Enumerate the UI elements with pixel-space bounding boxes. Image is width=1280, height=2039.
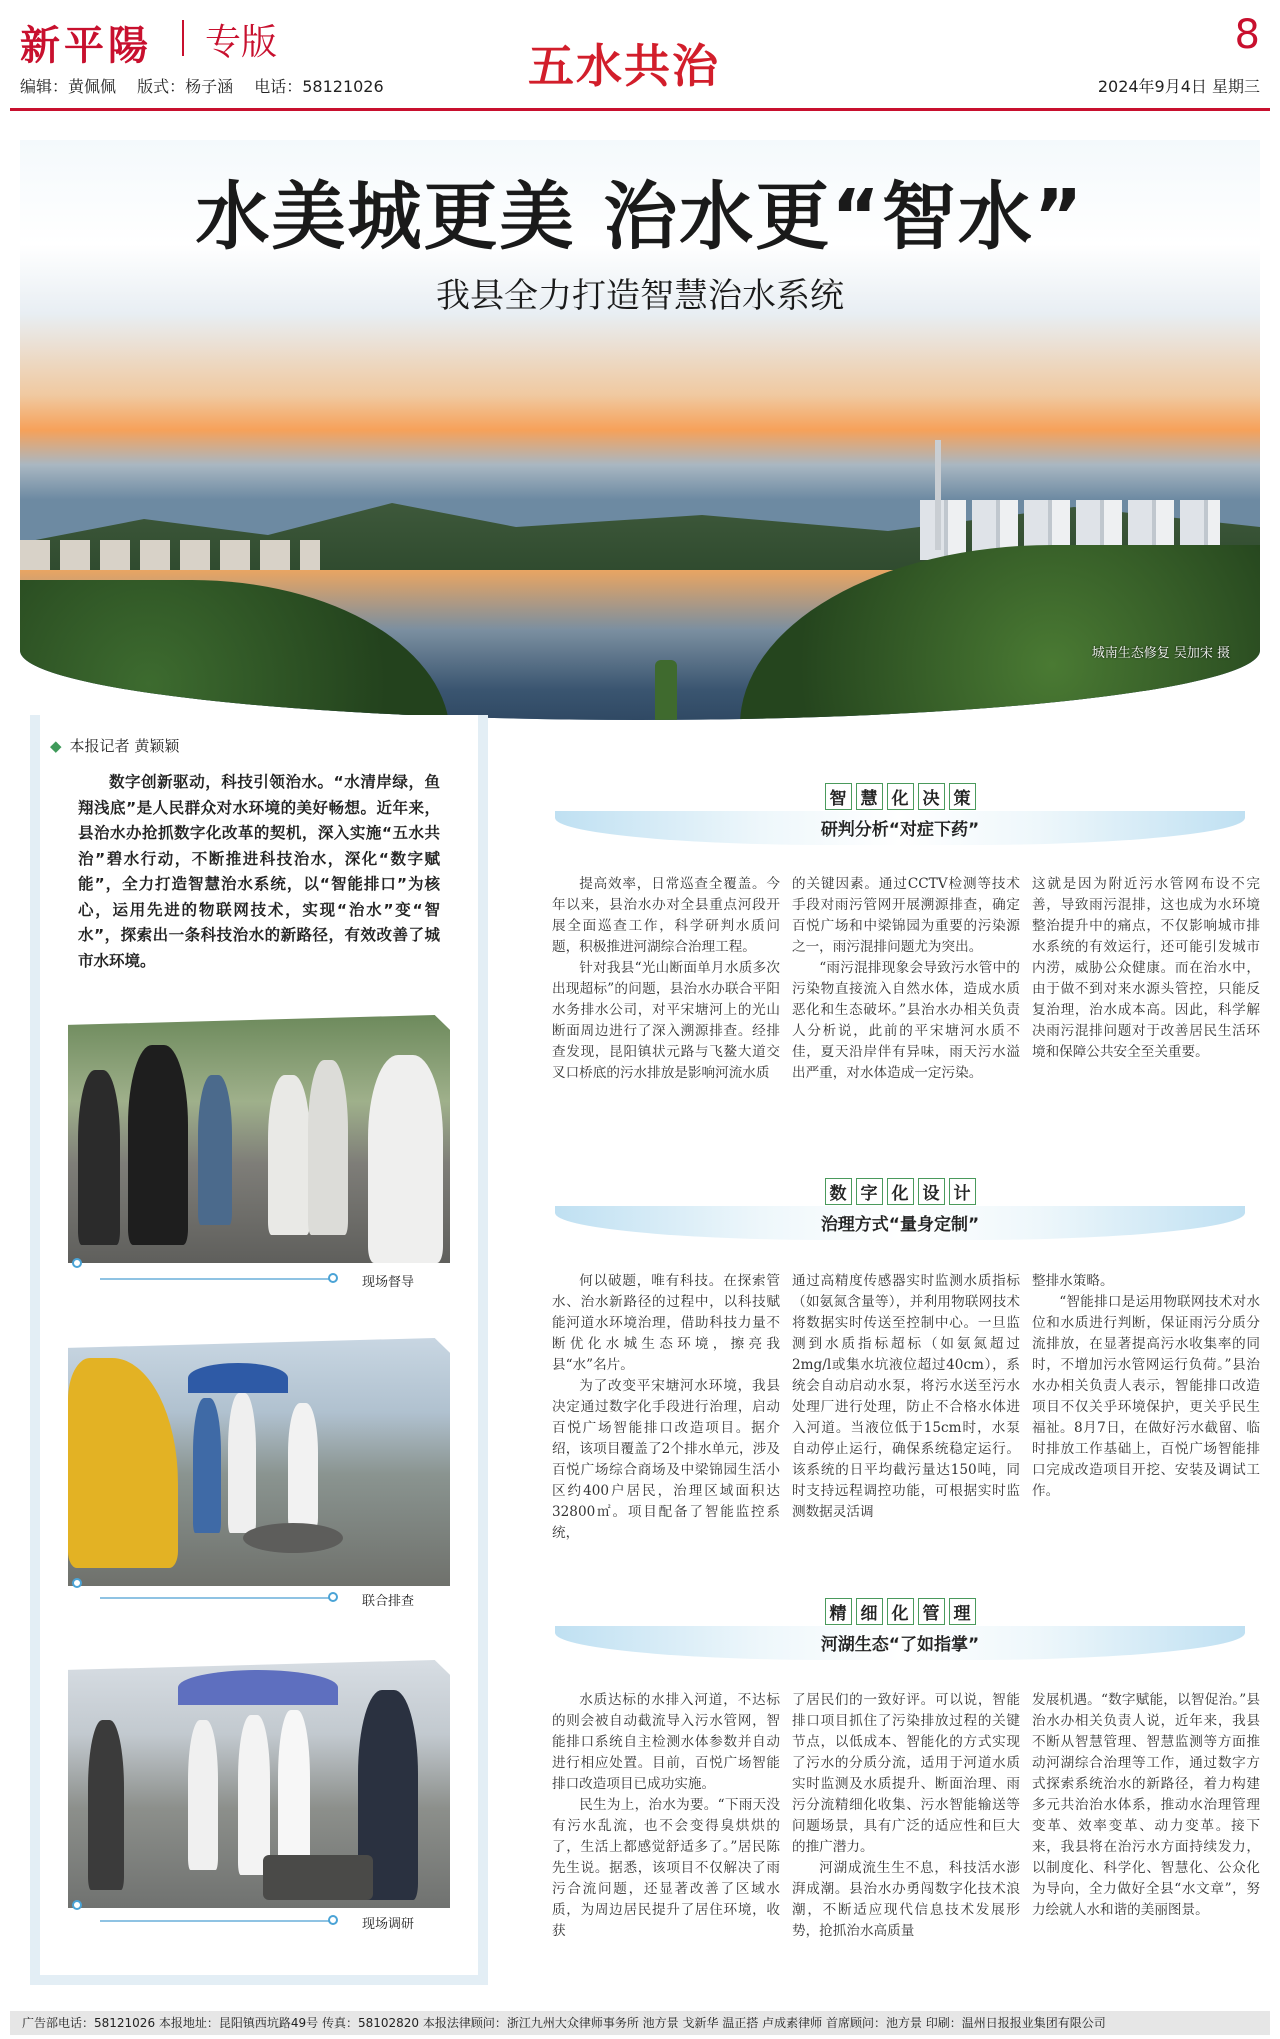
paragraph: “智能排口是运用物联网技术对水位和水质进行判断，保证雨污分质分流排放，在显著提高污水收集率的同时，不增加污水管网运行负荷。”县治水办相关负责人表示，智能排口改造项目不仅关乎环境保护，更关乎民生福祉。8月7日，在做好污水截留、临时排放工作基础上，百悦广场智能排口完成改造项目开挖、安装及调试工作。 (1032, 1294, 1260, 1499)
manhole-shape (263, 1855, 373, 1900)
paragraph: 的关键因素。通过CCTV检测等技术手段对雨污管网开展溯源排查，确定百悦广场和中梁锦园为重要的污染源之一，雨污混排问题尤为突出。 (792, 876, 1020, 955)
person-figure (368, 1055, 443, 1263)
heading-char: 化 (887, 1598, 914, 1625)
person-figure (128, 1045, 188, 1245)
caption-dot-icon (328, 1592, 338, 1602)
heading-char: 慧 (856, 783, 883, 810)
heading-char: 理 (949, 1598, 976, 1625)
section-title: 五水共治 (528, 39, 720, 93)
section-heading-smart-decision (555, 783, 1245, 853)
photo-credit: 城南生态修复 吴加宋 摄 (1091, 646, 1230, 661)
section2-column1 (552, 1271, 780, 1544)
paragraph: 通过高精度传感器实时监测水质指标（如氨氮含量等），并利用物联网技术将数据实时传送至控制中心。一旦监测到水质指标超标（如氨氮超过2mg/l或集水坑液位超过40cm），系统会自动启动水泵，将污水送至污水处理厂进行处理，防止不合格水体进入河道。当液位低于15cm时，水泵自动停止运行，确保系统稳定运行。该系统的日平均截污量达150吨，同时支持远程调控功能，可根据实时监测数据灵活调 (792, 1273, 1020, 1520)
heading-char: 细 (856, 1598, 883, 1625)
phone-credit: 电话：58121026 (254, 77, 384, 96)
person-figure (198, 1075, 232, 1225)
caption-dot-icon (328, 1273, 338, 1283)
caption-line (100, 1278, 335, 1280)
subheadline: 我县全力打造智慧治水系统 (436, 276, 844, 316)
masthead-rule (10, 108, 1270, 111)
heading-char: 计 (949, 1178, 976, 1205)
paragraph: 提高效率，日常巡查全覆盖。今年以来，县治水办对全县重点河段开展全面巡查工作，科学研判水质问题，积极推进河湖综合治理工程。 (552, 876, 780, 955)
person-figure (288, 1403, 318, 1528)
heading-char: 数 (825, 1178, 852, 1205)
section3-column2 (792, 1690, 1020, 1942)
section1-column3 (1032, 874, 1260, 1063)
heading-char: 精 (825, 1598, 852, 1625)
photo-joint-inspection (68, 1338, 450, 1586)
section-subtitle: 研判分析“对症下药” (820, 820, 980, 840)
page-number: 8 (1234, 12, 1260, 58)
town-buildings-left (20, 540, 320, 570)
heading-char: 管 (918, 1598, 945, 1625)
special-edition-label: 专版 (205, 22, 278, 63)
paragraph: “雨污混排现象会导致污水管中的污染物直接流入自然水体，造成水质恶化和生态破坏。”县治水办相关负责人分析说，此前的平宋塘河水质不佳，夏天沿岸伴有异味，雨天污水溢出严重，对水体造成一定污染。 (792, 960, 1020, 1081)
photo-site-research (68, 1660, 450, 1908)
caption-dot-icon (328, 1915, 338, 1925)
paragraph: 发展机遇。“数字赋能，以智促治。”县治水办相关负责人说，近年来，我县不断从智慧管理、智慧监测等方面推动河湖综合治理等工作，通过数字方式探索系统治水的新路径，着力构建多元共治治水体系，推动水治理管理变革、效率变革、动力变革。接下来，我县将在治污水方面持续发力，以制度化、科学化、智慧化、公众化为导向，全力做好全县“水文章”，努力绘就人水和谐的美丽图景。 (1032, 1692, 1260, 1918)
radio-tower (935, 440, 941, 550)
heading-char: 字 (856, 1178, 883, 1205)
paragraph: 整排水策略。 (1032, 1273, 1114, 1289)
byline-text: 本报记者 黄颖颖 (69, 737, 180, 755)
photo-caption: 现场调研 (362, 1917, 415, 1932)
newspaper-logo: 新平陽 (20, 22, 152, 69)
caption-line (100, 1920, 335, 1922)
caption-dot-icon (72, 1258, 82, 1268)
byline (50, 735, 179, 756)
section2-column2 (792, 1271, 1020, 1523)
masthead (0, 0, 1280, 115)
person-figure (238, 1715, 270, 1875)
person-figure (193, 1398, 221, 1533)
photo-caption: 联合排查 (362, 1594, 415, 1609)
island-stem (655, 660, 677, 720)
paragraph: 民生为上，治水为要。“下雨天没有污水乱流，也不会变得臭烘烘的了，生活上都感觉舒适多了。”居民陈先生说。据悉，该项目不仅解决了雨污合流问题，还显著改善了区域水质，为周边居民提升了居住环境，收获 (552, 1797, 780, 1939)
paragraph: 为了改变平宋塘河水环境，我县决定通过数字化手段进行治理，启动百悦广场智能排口改造项目。据介绍，该项目覆盖了2个排水单元，涉及百悦广场综合商场及中梁锦园生活小区约400户居民，治理区域面积达32800㎡。项目配备了智能监控系统， (552, 1378, 780, 1541)
footer-info: 广告部电话：58121026 本报地址：昆阳镇西坑路49号 传真：58102820 本报法律顾问：浙江九州大众律师事务所 池方景 戈新华 温正搭 卢成素律师 首席顾问：池方景 印刷：温州日报报业集团有限公司 (10, 2011, 1270, 2035)
heading-char: 策 (949, 783, 976, 810)
section1-column2 (792, 874, 1020, 1084)
umbrella-shape (178, 1670, 338, 1705)
person-figure (78, 1070, 120, 1245)
editor-credit: 编辑：黄佩佩 (20, 77, 117, 96)
caption-line (100, 1597, 335, 1599)
heading-char: 设 (918, 1178, 945, 1205)
section-subtitle: 河湖生态“了如指掌” (820, 1635, 980, 1655)
heading-boxed-chars (555, 1178, 1245, 1205)
paragraph: 针对我县“光山断面单月水质多次出现超标”的问题，县治水办联合平阳水务排水公司，对平宋塘河上的光山断面周边进行了深入溯源排查。经排查发现，昆阳镇状元路与飞鳌大道交叉口桥底的污水排放是影响河流水质 (552, 960, 780, 1081)
masthead-divider (182, 20, 184, 56)
section1-column1 (552, 874, 780, 1084)
wetland-island (600, 660, 730, 720)
section-heading-refined-management (555, 1598, 1245, 1668)
heading-char: 化 (887, 783, 914, 810)
section-heading-digital-design (555, 1178, 1245, 1248)
issue-date: 2024年9月4日 星期三 (1097, 77, 1260, 96)
heading-char: 智 (825, 783, 852, 810)
diamond-bullet-icon: ◆ (50, 737, 62, 755)
paragraph: 这就是因为附近污水管网布设不完善，导致雨污混排，这也成为水环境整治提升中的痛点，不仅影响城市排水系统的有效运行，还可能引发城市内涝，威胁公众健康。而在治水中，由于做不到对来水源头管控，只能反复治理，治水成本高。因此，科学解决雨污混排问题对于改善居民生活环境和保障公共安全至关重要。 (1032, 876, 1260, 1060)
lead-paragraph: 数字创新驱动，科技引领治水。“水清岸绿，鱼翔浅底”是人民群众对水环境的美好畅想。近年来，县治水办抢抓数字化改革的契机，深入实施“五水共治”碧水行动，不断推进科技治水，深化“数字赋能”，全力打造智慧治水系统，以“智能排口”为核心，运用先进的物联网技术，实现“治水”变“智水”，探索出一条科技治水的新路径，有效改善了城市水环境。 (78, 773, 440, 970)
heading-boxed-chars (555, 1598, 1245, 1625)
paragraph: 何以破题，唯有科技。在探索管水、治水新路径的过程中，以科技赋能河道水环境治理，借助科技力量不断优化水城生态环境，擦亮我县“水”名片。 (552, 1273, 780, 1373)
photo-caption: 现场督导 (362, 1275, 415, 1290)
photo-site-supervision (68, 1015, 450, 1263)
section-subtitle: 治理方式“量身定制” (820, 1215, 980, 1235)
heading-boxed-chars (555, 783, 1245, 810)
person-figure (88, 1720, 124, 1890)
paragraph: 河湖成流生生不息，科技活水澎湃成潮。县治水办勇闯数字化技术浪潮，不断适应现代信息技术发展形势，抢抓治水高质量 (792, 1860, 1020, 1939)
headline: 水美城更美 治水更“智水” (195, 174, 1085, 260)
person-figure (228, 1393, 256, 1533)
heading-char: 化 (887, 1178, 914, 1205)
person-figure (268, 1075, 310, 1235)
caption-dot-icon (72, 1900, 82, 1910)
caption-dot-icon (72, 1578, 82, 1588)
hero-photo (20, 140, 1260, 720)
section3-column1 (552, 1690, 780, 1942)
person-figure (188, 1720, 218, 1870)
editorial-credits (20, 74, 400, 97)
section3-column3 (1032, 1690, 1260, 1921)
heading-char: 决 (918, 783, 945, 810)
layout-credit: 版式：杨子涵 (137, 77, 234, 96)
manhole-shape (243, 1523, 343, 1553)
section2-column3 (1032, 1271, 1260, 1502)
paragraph: 了居民们的一致好评。可以说，智能排口项目抓住了污染排放过程的关键节点，以低成本、智能化的方式实现了污水的分质分流，适用于河道水质实时监测及水质提升、断面治理、雨污分流精细化收集、污水智能输送等问题场景，具有广泛的适应性和巨大的推广潜力。 (792, 1692, 1020, 1855)
person-figure (308, 1060, 348, 1235)
paragraph: 水质达标的水排入河道，不达标的则会被自动截流导入污水管网，智能排口系统自主检测水体参数并自动进行相应处置。目前，百悦广场智能排口改造项目已成功实施。 (552, 1692, 780, 1792)
umbrella-shape (188, 1363, 288, 1393)
